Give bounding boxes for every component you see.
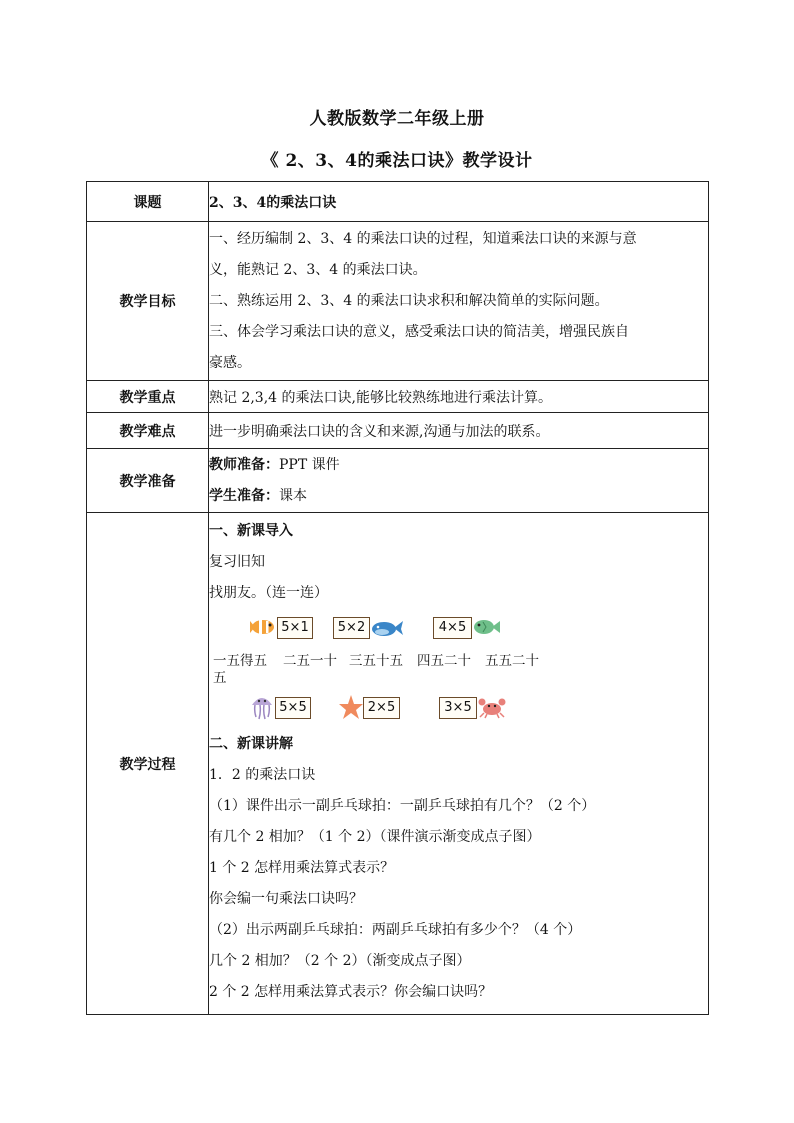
topic-label: 课题 [87, 182, 209, 222]
teacher-preparation-label: 教师准备： [209, 456, 279, 473]
goal-line: 豪感。 [209, 354, 251, 371]
rhyme-item: 二五一十 [283, 653, 337, 669]
goal-line: 三、体会学习乘法口诀的意义，感受乘法口诀的简洁美，增强民族自 [209, 323, 629, 340]
process-row [87, 513, 709, 1015]
rhyme-item: 三五十五 [349, 653, 403, 669]
section-heading-lesson: 二、新课讲解 [209, 736, 293, 752]
match-top-row [209, 613, 708, 649]
key-points-value: 熟记 2,3,4 的乘法口诀,能够比较熟练地进行乘法计算。 [209, 381, 709, 413]
match-card: 3×5 [439, 697, 477, 719]
process-line: 你会编一句乘法口诀吗？ [209, 891, 363, 907]
green-fish-icon [471, 617, 501, 641]
clownfish-icon [247, 617, 281, 641]
document-title: 人教版数学二年级上册 [309, 109, 485, 129]
starfish-icon [337, 693, 365, 725]
rhyme-item: 四五二十 [417, 653, 471, 669]
difficulties-value: 进一步明确乘法口诀的含义和来源,沟通与加法的联系。 [209, 413, 709, 449]
preparation-content [209, 449, 709, 513]
find-friends-text: 找朋友。（连一连） [209, 585, 328, 601]
process-line: 有几个 2 相加？（1 个 2）（课件演示渐变成点子图） [209, 829, 541, 845]
match-card: 5×5 [275, 697, 311, 719]
key-points-label: 教学重点 [87, 381, 209, 413]
preparation-row [87, 449, 709, 513]
process-line: （2）出示两副乒乓球拍：两副乒乓球拍有多少个？（4 个） [209, 922, 582, 938]
process-line: （1）课件出示一副乒乓球拍：一副乒乓球拍有几个？（2 个） [209, 798, 596, 814]
goals-row [87, 222, 709, 381]
rhyme-list [209, 653, 708, 693]
goal-line: 一、经历编制 2、3、4 的乘法口诀的过程，知道乘法口诀的来源与意 [209, 230, 637, 247]
goal-line: 二、熟练运用 2、3、4 的乘法口诀求积和解决简单的实际问题。 [209, 292, 609, 309]
goal-line: 义，能熟记 2、3、4 的乘法口诀。 [209, 261, 427, 278]
rhyme-item: 五五二十 [485, 653, 539, 669]
match-bottom-row [209, 693, 708, 729]
whale-icon [369, 618, 405, 642]
difficulties-label: 教学难点 [87, 413, 209, 449]
teacher-preparation [209, 450, 708, 481]
student-preparation-label: 学生准备： [209, 487, 279, 504]
process-line: 1．2 的乘法口诀 [209, 767, 316, 783]
key-points-row [87, 381, 709, 413]
match-card: 5×1 [277, 617, 313, 639]
student-preparation-value: 课本 [279, 487, 307, 504]
difficulties-row [87, 413, 709, 449]
section-heading-intro: 一、新课导入 [209, 523, 293, 539]
process-line: 几个 2 相加？（2 个 2）（渐变成点子图） [209, 953, 471, 969]
student-preparation [209, 481, 708, 512]
process-line: 2 个 2 怎样用乘法算式表示？你会编口诀吗？ [209, 984, 493, 1000]
process-line: 1 个 2 怎样用乘法算式表示？ [209, 860, 395, 876]
topic-row [87, 182, 709, 222]
lesson-plan-table [86, 181, 709, 1015]
match-card: 4×5 [433, 617, 472, 639]
crab-icon [477, 695, 507, 723]
document-subtitle: 《 2、3、4的乘法口诀》教学设计 [261, 151, 533, 171]
rhyme-item-wrap: 五 [213, 670, 227, 686]
jellyfish-icon [249, 693, 275, 725]
topic-value: 2、3、4的乘法口诀 [209, 182, 709, 222]
preparation-label: 教学准备 [87, 449, 209, 513]
teacher-preparation-value: PPT 课件 [279, 456, 340, 473]
process-content [209, 513, 709, 1015]
match-card: 2×5 [363, 697, 400, 719]
process-label: 教学过程 [87, 513, 209, 1015]
goals-label: 教学目标 [87, 222, 209, 381]
match-card: 5×2 [333, 617, 370, 639]
goals-content [209, 222, 709, 381]
rhyme-item: 一五得五 [213, 653, 267, 669]
review-text: 复习旧知 [209, 554, 265, 570]
